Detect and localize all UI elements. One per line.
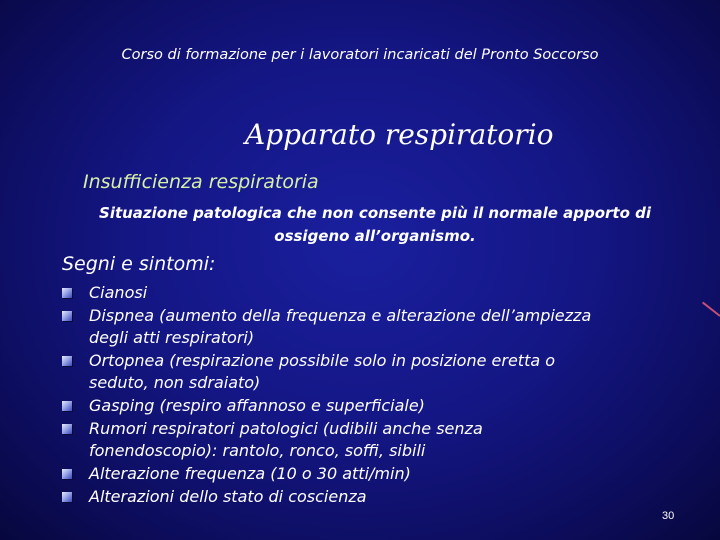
- symptoms-list: [60, 282, 680, 509]
- square-bullet-icon: [62, 288, 72, 298]
- square-bullet-icon: [62, 311, 72, 321]
- section-title: Segni e sintomi:: [62, 253, 216, 275]
- list-item: [60, 395, 680, 417]
- square-bullet-icon: [62, 492, 72, 502]
- list-item-text: Alterazione frequenza (10 o 30 atti/min): [89, 464, 411, 483]
- list-item: [60, 305, 680, 349]
- definition-line: ossigeno all’organismo.: [274, 227, 476, 245]
- list-item: [60, 486, 680, 508]
- course-header: Corso di formazione per i lavoratori incaricati del Pronto Soccorso: [121, 47, 599, 63]
- list-item-text: Ortopnea (respirazione possibile solo in posizione eretta o: [89, 351, 556, 370]
- square-bullet-icon: [62, 424, 72, 434]
- page-number: 30: [662, 510, 675, 522]
- list-item: [60, 418, 680, 462]
- list-item-text: Alterazioni dello stato di coscienza: [89, 487, 367, 506]
- slide-title: Apparato respiratorio: [245, 118, 554, 151]
- decorative-line: [702, 302, 720, 317]
- square-bullet-icon: [62, 356, 72, 366]
- slide-subtitle: Insufficienza respiratoria: [83, 171, 319, 193]
- list-item: [60, 282, 680, 304]
- list-item-text: Gasping (respiro affannoso e superficiale): [89, 396, 425, 415]
- square-bullet-icon: [62, 401, 72, 411]
- list-item: [60, 350, 680, 394]
- list-item-text: seduto, non sdraiato): [89, 373, 261, 392]
- definition-line: Situazione patologica che non consente più il normale apporto di: [99, 204, 651, 222]
- list-item: [60, 463, 680, 485]
- list-item-text: Rumori respiratori patologici (udibili anche senza: [89, 419, 483, 438]
- list-item-text: fonendoscopio): rantolo, ronco, soffi, sibili: [89, 441, 426, 460]
- list-item-text: Dispnea (aumento della frequenza e alterazione dell’ampiezza: [89, 306, 592, 325]
- definition-text: [60, 202, 690, 248]
- square-bullet-icon: [62, 469, 72, 479]
- list-item-text: degli atti respiratori): [89, 328, 255, 347]
- list-item-text: Cianosi: [89, 283, 148, 302]
